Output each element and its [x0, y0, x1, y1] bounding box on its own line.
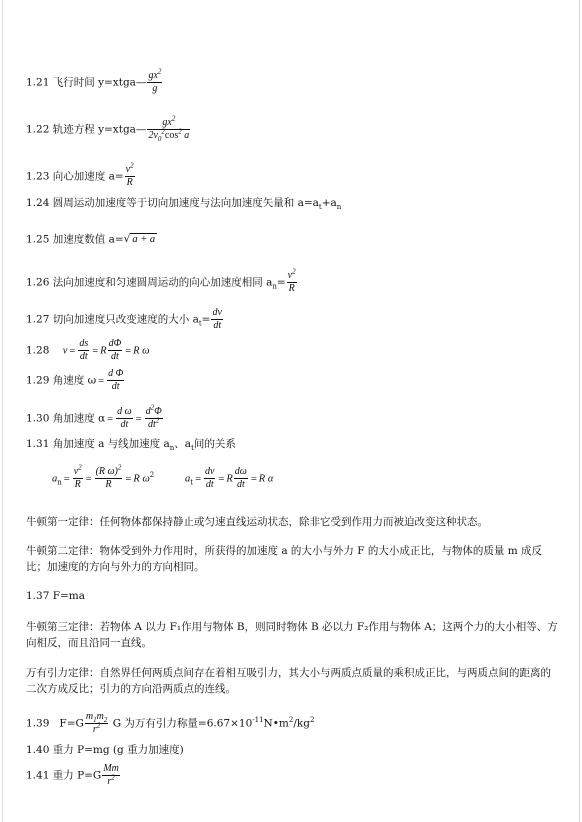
line-1-40: 1.40 重力 P=mg (g 重力加速度) [26, 744, 184, 756]
fraction: $\frac{gx^2}{2v_0^2\cos^2 a}$ [148, 114, 190, 143]
fraction: $\frac{d\Phi}{dt}$ [108, 338, 122, 362]
fraction: $\frac{dv}{dt}$ [205, 466, 215, 490]
line-1-39: 1.39 F=G $\frac{m_1m_2}{r^2}$ G 为万有引力称量$=6.67\times 10^{-11}N•m^2/kg^2$ [26, 711, 315, 735]
fraction: $\frac{ds}{dt}$ [79, 338, 89, 362]
line-1-27: 1.27 切向加速度只改变速度的大小 $a_t=$ $\frac{dv}{dt}$ [26, 307, 222, 331]
equation-normal-acceleration: $a_n$ = $\frac{v^2}{R}$ = $\frac{(R \omega)^2}{R}$ = R $\omega^2$ [52, 463, 155, 490]
fraction: $\frac{(R \omega)^2}{R}$ [95, 463, 122, 490]
newton-second-law: 牛顿第二定律：物体受到外力作用时，所获得的加速度 a 的大小与外力 F 的大小成正比，与物体的质量 m 成反比；加速度的方向与外力的方向相同。 [26, 545, 543, 573]
fraction: $\frac{d^2\Phi}{dt^2}$ [145, 403, 162, 430]
fraction: $\frac{v^2}{R}$ [73, 463, 82, 490]
fraction: $\frac{\text{d ω}}{dt}$ [117, 406, 132, 430]
line-1-26: 1.26 法向加速度和匀速圆周运动的向心加速度相同 $a_n=$ $\frac{v^2}{R}$ [26, 267, 296, 294]
page-edge-left [2, 0, 3, 822]
line-1-25: 1.25 加速度数值 a=√ a + a [26, 233, 156, 246]
equation-tangential-acceleration: $a_t$ = $\frac{dv}{dt}$ = R $\frac{d\omega}{dt}$ = R α [185, 466, 274, 490]
fraction: $\frac{v^2}{R}$ [287, 267, 296, 294]
square-root: √ a + a [123, 233, 156, 245]
newton-third-law: 牛顿第三定律：若物体 A 以力 F₁作用与物体 B，则同时物体 B 必以力 F₂作用与物体 A；这两个力的大小相等、方向相反，而且沿同一直线。 [26, 621, 558, 649]
line-1-30: 1.30 角加速度 α = $\frac{\text{d ω}}{dt}$ = $\frac{d^2\Phi}{dt^2}$ [26, 403, 162, 430]
fraction: $\frac{gx^2}{g}$ [148, 67, 162, 94]
line-1-29: 1.29 角速度 ω = $\frac{\text{d Φ}}{dt}$ [26, 368, 124, 392]
page-edge-right [579, 0, 580, 822]
line-1-23: 1.23 向心加速度 a= $\frac{v^2}{R}$ [26, 161, 134, 188]
newton-first-law: 牛顿第一定律：任何物体都保持静止或匀速直线运动状态，除非它受到作用力而被迫改变这种状态。 [26, 516, 488, 528]
fraction: $\frac{Mm}{r^2}$ [103, 763, 119, 787]
line-1-22: 1.22 轨迹方程 y=xtga— $\frac{gx^2}{2v_0^2\cos^2 a}$ [26, 114, 190, 143]
line-1-31: 1.31 角加速度 a 与线加速度 $a_n$、$a_t$间的关系 [26, 438, 236, 453]
line-1-21: 1.21 飞行时间 y=xtga— $\frac{gx^2}{g}$ [26, 67, 162, 94]
line-1-28: 1.28 v = $\frac{ds}{dt}$ = R $\frac{d\Phi}{dt}$ = R ω [26, 338, 150, 362]
universal-gravitation-law: 万有引力定律：自然界任何两质点间存在着相互吸引力，其大小与两质点质量的乘积成正比，与两质点间的距离的二次方成反比；引力的方向沿两质点的连线。 [26, 667, 551, 695]
fraction: $\frac{\text{d Φ}}{dt}$ [108, 368, 124, 392]
line-1-37: 1.37 F=ma [26, 590, 86, 602]
fraction: $\frac{v^2}{R}$ [125, 161, 134, 188]
fraction: $\frac{d\omega}{dt}$ [234, 466, 247, 490]
fraction: $\frac{m_1m_2}{r^2}$ [85, 711, 108, 735]
fraction: $\frac{dv}{dt}$ [212, 307, 222, 331]
line-1-41: 1.41 重力 P=G $\frac{Mm}{r^2}$ [26, 763, 119, 787]
line-1-24: 1.24 圆周运动加速度等于切向加速度与法向加速度矢量和 $a=a_t+a_n$ [26, 197, 342, 212]
